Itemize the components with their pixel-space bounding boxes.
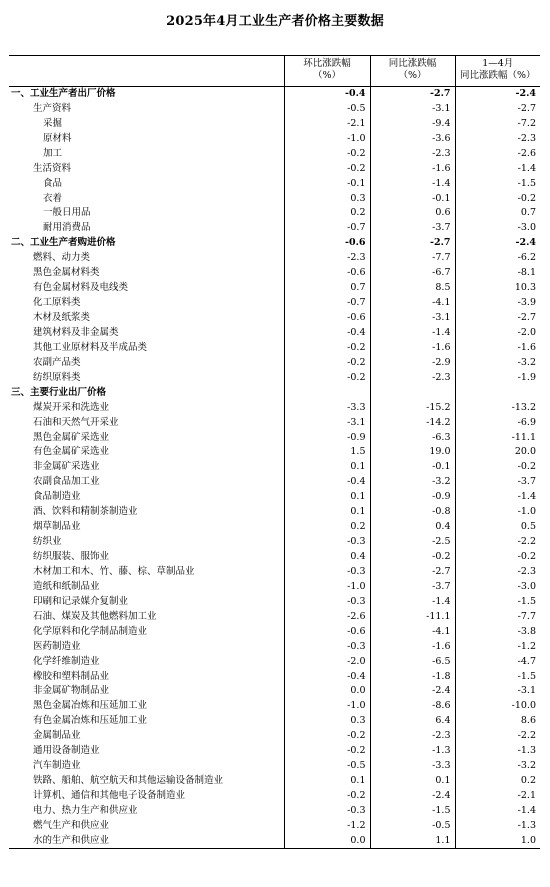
row-yoy-value: -4.1: [370, 296, 455, 311]
row-mom-value: -1.2: [284, 818, 370, 833]
table-row: [9, 296, 540, 311]
row-label: 酒、饮料和精制茶制造业: [33, 506, 138, 518]
row-label: 生产资料: [33, 102, 72, 114]
row-ytd-value: -3.0: [455, 579, 540, 594]
table-row: [9, 520, 540, 535]
row-ytd-value: -1.5: [455, 594, 540, 609]
table-row: [9, 714, 540, 729]
row-ytd-value: 20.0: [455, 445, 540, 460]
row-yoy-value: -2.4: [370, 684, 455, 699]
row-ytd-value: -1.4: [455, 490, 540, 505]
row-ytd-value: -1.5: [455, 669, 540, 684]
row-mom-value: -0.5: [284, 101, 370, 116]
row-mom-value: -0.3: [284, 804, 370, 819]
table-row: [9, 87, 540, 102]
table-row: [9, 594, 540, 609]
row-mom-value: -0.9: [284, 430, 370, 445]
table-row: [9, 146, 540, 161]
table-row: [9, 774, 540, 789]
row-yoy-value: -0.5: [370, 818, 455, 833]
row-yoy-value: -0.9: [370, 490, 455, 505]
row-label: 印刷和记录媒介复制业: [33, 595, 129, 607]
row-ytd-value: -2.7: [455, 101, 540, 116]
table-row: [9, 550, 540, 565]
table-row: [9, 639, 540, 654]
row-ytd-value: 0.2: [455, 774, 540, 789]
row-ytd-value: -7.2: [455, 116, 540, 131]
row-mom-value: -0.2: [284, 355, 370, 370]
row-ytd-value: -2.2: [455, 729, 540, 744]
table-row: [9, 460, 540, 475]
row-ytd-value: -6.9: [455, 415, 540, 430]
row-label: 有色金属矿采选业: [33, 446, 110, 458]
row-mom-value: -0.6: [284, 236, 370, 251]
row-label: 二、工业生产者购进价格: [11, 237, 116, 249]
row-label: 一般日用品: [43, 207, 91, 219]
row-label: 加工: [43, 147, 63, 159]
row-mom-value: -2.1: [284, 116, 370, 131]
row-yoy-value: -11.1: [370, 609, 455, 624]
row-yoy-value: -3.3: [370, 759, 455, 774]
table-row: [9, 729, 540, 744]
row-mom-value: -2.0: [284, 654, 370, 669]
row-mom-value: -0.3: [284, 594, 370, 609]
row-yoy-value: -2.7: [370, 565, 455, 580]
row-label: 非金属矿物制品业: [33, 685, 110, 697]
row-label: 通用设备制造业: [33, 745, 100, 757]
row-ytd-value: -1.2: [455, 639, 540, 654]
row-mom-value: -0.6: [284, 311, 370, 326]
row-yoy-value: 1.1: [370, 833, 455, 848]
header-ytd-line2: 同比涨跌幅（%）: [459, 70, 536, 81]
table-row: [9, 609, 540, 624]
row-label: 汽车制造业: [33, 760, 81, 772]
row-ytd-value: -1.0: [455, 505, 540, 520]
row-ytd-value: -2.2: [455, 535, 540, 550]
table-row: [9, 131, 540, 146]
row-yoy-value: -2.3: [370, 729, 455, 744]
row-yoy-value: -1.5: [370, 804, 455, 819]
row-mom-value: [284, 385, 370, 400]
row-mom-value: -0.2: [284, 370, 370, 385]
row-yoy-value: -1.6: [370, 161, 455, 176]
row-label: 食品制造业: [33, 491, 81, 503]
row-ytd-value: -4.7: [455, 654, 540, 669]
table-row: [9, 789, 540, 804]
table-row: [9, 191, 540, 206]
row-label: 耐用消费品: [43, 222, 91, 234]
row-label: 黑色金属矿采选业: [33, 431, 110, 443]
row-mom-value: -3.3: [284, 400, 370, 415]
table-row: [9, 116, 540, 131]
row-label: 三、主要行业出厂价格: [11, 386, 107, 398]
table-row: [9, 565, 540, 580]
row-ytd-value: -3.1: [455, 684, 540, 699]
row-mom-value: -0.6: [284, 624, 370, 639]
row-mom-value: -0.3: [284, 535, 370, 550]
row-label: 石油和天然气开采业: [33, 416, 119, 428]
row-yoy-value: 0.4: [370, 520, 455, 535]
row-ytd-value: -1.6: [455, 340, 540, 355]
row-mom-value: -0.7: [284, 221, 370, 236]
row-ytd-value: -0.2: [455, 550, 540, 565]
header-mom: [284, 56, 370, 87]
table-row: [9, 818, 540, 833]
row-label: 原材料: [43, 132, 72, 144]
row-label: 有色金属冶炼和压延加工业: [33, 715, 148, 727]
row-ytd-value: -1.4: [455, 161, 540, 176]
row-mom-value: 0.2: [284, 206, 370, 221]
row-label: 黑色金属材料类: [33, 267, 100, 279]
row-mom-value: -0.2: [284, 789, 370, 804]
table-row: [9, 176, 540, 191]
row-label: 生活资料: [33, 162, 72, 174]
row-yoy-value: -3.2: [370, 475, 455, 490]
row-ytd-value: -1.9: [455, 370, 540, 385]
row-ytd-value: -3.9: [455, 296, 540, 311]
row-label: 纺织服装、服饰业: [33, 551, 110, 563]
row-label: 造纸和纸制品业: [33, 580, 100, 592]
row-mom-value: -3.1: [284, 415, 370, 430]
table-row: [9, 236, 540, 251]
row-mom-value: -0.3: [284, 565, 370, 580]
row-ytd-value: -1.5: [455, 176, 540, 191]
row-yoy-value: -2.5: [370, 535, 455, 550]
row-yoy-value: -1.4: [370, 326, 455, 341]
row-label: 水的生产和供应业: [9, 833, 284, 848]
row-yoy-value: -7.7: [370, 251, 455, 266]
row-ytd-value: -13.2: [455, 400, 540, 415]
table-row: [9, 699, 540, 714]
table-row: [9, 101, 540, 116]
table-row: [9, 445, 540, 460]
row-label: 木材加工和木、竹、藤、棕、草制品业: [33, 565, 195, 577]
row-mom-value: 0.3: [284, 191, 370, 206]
row-mom-value: -0.6: [284, 266, 370, 281]
row-mom-value: 0.1: [284, 774, 370, 789]
table-row: [9, 669, 540, 684]
row-label: 其他工业原材料及半成品类: [33, 341, 148, 353]
row-ytd-value: -1.3: [455, 744, 540, 759]
row-yoy-value: -3.1: [370, 101, 455, 116]
table-row: [9, 579, 540, 594]
table-row: [9, 400, 540, 415]
row-mom-value: 0.0: [284, 684, 370, 699]
table-row: [9, 281, 540, 296]
row-label: 纺织业: [33, 536, 62, 548]
row-mom-value: 0.2: [284, 520, 370, 535]
header-mom-line2: （%）: [312, 70, 342, 81]
table-row: [9, 355, 540, 370]
header-mom-line1: 环比涨跌幅: [303, 58, 351, 69]
table-row: [9, 684, 540, 699]
row-label: 烟草制品业: [33, 521, 81, 533]
row-yoy-value: -2.3: [370, 146, 455, 161]
row-ytd-value: -10.0: [455, 699, 540, 714]
table-row: [9, 370, 540, 385]
row-mom-value: -0.4: [284, 475, 370, 490]
row-yoy-value: -2.9: [370, 355, 455, 370]
row-label: 采掘: [43, 117, 63, 129]
row-ytd-value: -3.2: [455, 355, 540, 370]
row-yoy-value: -1.6: [370, 340, 455, 355]
row-mom-value: -2.3: [284, 251, 370, 266]
table-row: [9, 161, 540, 176]
row-yoy-value: -3.7: [370, 221, 455, 236]
table-header: [9, 56, 540, 87]
row-yoy-value: 0.6: [370, 206, 455, 221]
header-yoy-line1: 同比涨跌幅: [388, 58, 437, 69]
header-yoy: [370, 56, 455, 87]
row-yoy-value: -0.1: [370, 460, 455, 475]
row-yoy-value: -2.4: [370, 789, 455, 804]
header-ytd-line1: 1—4月: [482, 58, 514, 69]
row-label: 非金属矿采选业: [33, 461, 100, 473]
row-mom-value: -0.4: [284, 87, 370, 102]
row-ytd-value: 0.5: [455, 520, 540, 535]
row-ytd-value: -2.7: [455, 311, 540, 326]
row-ytd-value: 1.0: [455, 833, 540, 848]
row-label: 食品: [43, 177, 63, 189]
row-label: 橡胶和塑料制品业: [33, 670, 110, 682]
row-label: 煤炭开采和洗选业: [33, 401, 110, 413]
table-row: [9, 490, 540, 505]
row-ytd-value: -7.7: [455, 609, 540, 624]
row-yoy-value: -8.6: [370, 699, 455, 714]
row-yoy-value: [370, 385, 455, 400]
row-label: 黑色金属冶炼和压延加工业: [33, 700, 148, 712]
row-ytd-value: -2.4: [455, 87, 540, 102]
row-yoy-value: -4.1: [370, 624, 455, 639]
row-label: 建筑材料及非金属类: [33, 326, 119, 338]
row-label: 医药制造业: [33, 640, 81, 652]
table-row: [9, 833, 540, 848]
row-yoy-value: -6.7: [370, 266, 455, 281]
row-mom-value: 0.1: [284, 490, 370, 505]
row-ytd-value: -8.1: [455, 266, 540, 281]
table-row: [9, 266, 540, 281]
row-mom-value: -0.4: [284, 326, 370, 341]
row-mom-value: 0.7: [284, 281, 370, 296]
row-yoy-value: -9.4: [370, 116, 455, 131]
row-yoy-value: -3.6: [370, 131, 455, 146]
row-label: 一、工业生产者出厂价格: [11, 88, 116, 100]
row-yoy-value: -1.3: [370, 744, 455, 759]
row-ytd-value: -11.1: [455, 430, 540, 445]
table-row: [9, 430, 540, 445]
row-label: 电力、热力生产和供应业: [33, 804, 138, 816]
row-mom-value: -0.2: [284, 146, 370, 161]
row-yoy-value: -0.2: [370, 550, 455, 565]
row-mom-value: -0.5: [284, 759, 370, 774]
row-mom-value: 0.1: [284, 460, 370, 475]
row-label: 燃料、动力类: [33, 252, 91, 264]
row-yoy-value: -3.7: [370, 579, 455, 594]
row-ytd-value: -6.2: [455, 251, 540, 266]
row-label: 化学纤维制造业: [33, 655, 100, 667]
row-ytd-value: 0.7: [455, 206, 540, 221]
table-row: [9, 206, 540, 221]
row-ytd-value: -0.2: [455, 191, 540, 206]
row-label: 铁路、船舶、航空航天和其他运输设备制造业: [33, 775, 224, 787]
price-data-table: [9, 55, 540, 849]
table-body: [9, 87, 540, 849]
row-ytd-value: -1.4: [455, 804, 540, 819]
row-yoy-value: -14.2: [370, 415, 455, 430]
row-yoy-value: 0.1: [370, 774, 455, 789]
row-label: 木材及纸浆类: [33, 312, 91, 324]
table-row: [9, 654, 540, 669]
table-row: [9, 759, 540, 774]
row-mom-value: -0.2: [284, 161, 370, 176]
row-yoy-value: -1.4: [370, 176, 455, 191]
row-yoy-value: -1.6: [370, 639, 455, 654]
row-ytd-value: -2.4: [455, 236, 540, 251]
row-yoy-value: -0.1: [370, 191, 455, 206]
row-ytd-value: -2.6: [455, 146, 540, 161]
row-mom-value: -1.0: [284, 579, 370, 594]
row-label: 化工原料类: [33, 297, 81, 309]
row-ytd-value: 10.3: [455, 281, 540, 296]
row-yoy-value: -6.5: [370, 654, 455, 669]
row-mom-value: 0.4: [284, 550, 370, 565]
row-yoy-value: -2.7: [370, 87, 455, 102]
row-mom-value: -0.7: [284, 296, 370, 311]
header-item: [9, 56, 284, 87]
row-ytd-value: -2.3: [455, 131, 540, 146]
row-mom-value: -0.2: [284, 340, 370, 355]
row-label: 燃气生产和供应业: [33, 819, 110, 831]
row-ytd-value: -0.2: [455, 460, 540, 475]
row-ytd-value: -1.3: [455, 818, 540, 833]
row-yoy-value: -0.8: [370, 505, 455, 520]
row-mom-value: -2.6: [284, 609, 370, 624]
row-ytd-value: -2.1: [455, 789, 540, 804]
row-label: 化学原料和化学制品制造业: [33, 625, 148, 637]
row-label: 纺织原料类: [33, 371, 81, 383]
row-ytd-value: -3.2: [455, 759, 540, 774]
table-row: [9, 326, 540, 341]
header-ytd: [455, 56, 540, 87]
row-label: 有色金属材料及电线类: [33, 282, 129, 294]
row-mom-value: -0.4: [284, 669, 370, 684]
row-yoy-value: -2.7: [370, 236, 455, 251]
row-mom-value: -0.2: [284, 729, 370, 744]
row-yoy-value: 19.0: [370, 445, 455, 460]
row-mom-value: 1.5: [284, 445, 370, 460]
row-label: 农副食品加工业: [33, 476, 100, 488]
row-ytd-value: -3.8: [455, 624, 540, 639]
row-yoy-value: -6.3: [370, 430, 455, 445]
table-row: [9, 340, 540, 355]
table-row: [9, 385, 540, 400]
table-row: [9, 475, 540, 490]
row-mom-value: 0.1: [284, 505, 370, 520]
table-row: [9, 744, 540, 759]
row-yoy-value: -3.1: [370, 311, 455, 326]
row-label: 金属制品业: [33, 730, 81, 742]
table-row: [9, 535, 540, 550]
row-mom-value: -0.2: [284, 744, 370, 759]
row-mom-value: -1.0: [284, 131, 370, 146]
row-ytd-value: [455, 385, 540, 400]
row-mom-value: -1.0: [284, 699, 370, 714]
row-label: 计算机、通信和其他电子设备制造业: [33, 790, 186, 802]
row-label: 衣着: [43, 192, 63, 204]
row-yoy-value: -1.4: [370, 594, 455, 609]
row-ytd-value: -2.0: [455, 326, 540, 341]
row-yoy-value: -1.8: [370, 669, 455, 684]
row-yoy-value: -2.3: [370, 370, 455, 385]
table-row: [9, 624, 540, 639]
header-yoy-line2: （%）: [398, 70, 427, 81]
table-row: [9, 804, 540, 819]
row-mom-value: 0.0: [284, 833, 370, 848]
row-yoy-value: -15.2: [370, 400, 455, 415]
row-label: 石油、煤炭及其他燃料加工业: [33, 610, 157, 622]
page-title: 2025年4月工业生产者价格主要数据: [166, 14, 384, 29]
row-ytd-value: 8.6: [455, 714, 540, 729]
row-mom-value: -0.1: [284, 176, 370, 191]
row-mom-value: 0.3: [284, 714, 370, 729]
row-ytd-value: -3.0: [455, 221, 540, 236]
table-row: [9, 311, 540, 326]
row-ytd-value: -3.7: [455, 475, 540, 490]
row-ytd-value: -2.3: [455, 565, 540, 580]
table-row: [9, 415, 540, 430]
table-row: [9, 505, 540, 520]
table-row: [9, 251, 540, 266]
row-yoy-value: 6.4: [370, 714, 455, 729]
table-row: [9, 221, 540, 236]
row-yoy-value: 8.5: [370, 281, 455, 296]
row-label: 农副产品类: [33, 356, 81, 368]
row-mom-value: -0.3: [284, 639, 370, 654]
